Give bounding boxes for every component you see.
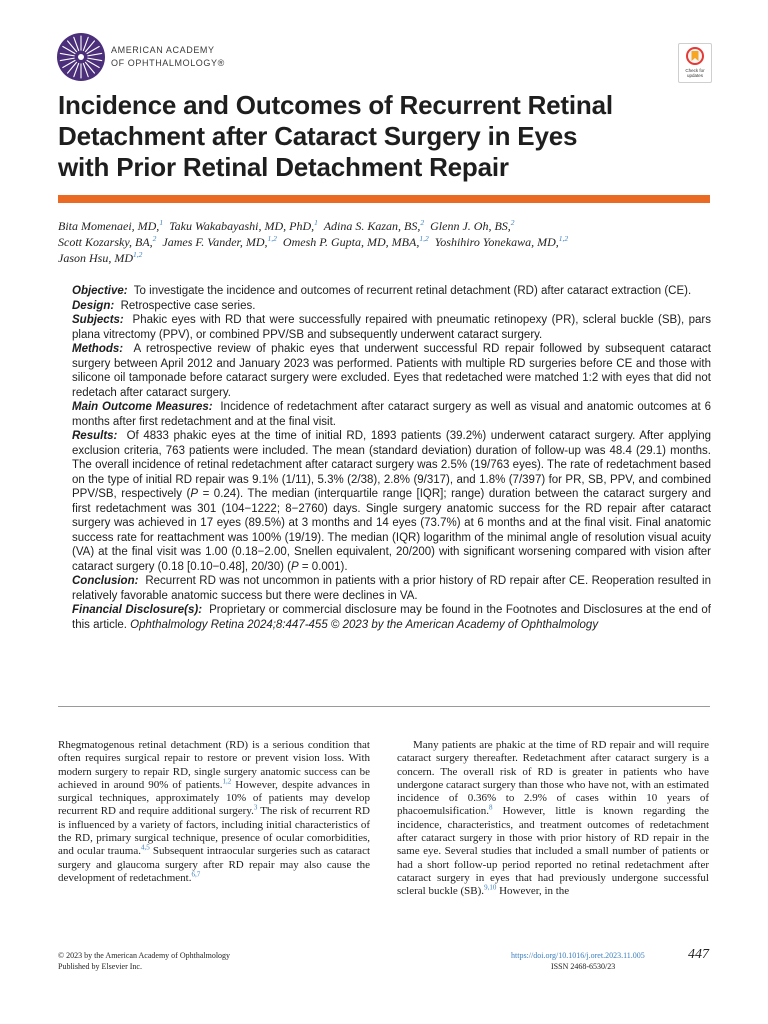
author-list	[58, 218, 718, 266]
reference-link[interactable]: 1,2	[222, 777, 232, 786]
author-name: James F. Vander, MD,	[162, 235, 268, 249]
footer-copyright-block	[58, 950, 230, 972]
abstract-subjects	[72, 313, 711, 342]
affiliation-ref[interactable]: 1	[314, 218, 318, 227]
author-name: Omesh P. Gupta, MD, MBA,	[282, 235, 420, 249]
page-number: 447	[688, 947, 709, 962]
affiliation-ref[interactable]: 1,2	[558, 234, 569, 243]
doi-link[interactable]: https://doi.org/10.1016/j.oret.2023.11.005	[511, 951, 645, 960]
body-column-right	[397, 739, 709, 899]
abstract-label: Main Outcome Measures:	[72, 401, 213, 413]
p-value-symbol: P	[190, 488, 199, 500]
abstract-text: A retrospective review of phakic eyes that underwent successful RD repair followed by subsequent cataract surgery between April 2012 and January 2023 was performed. Patients with multiple RD surgeries before CE and those with silicone oil tamponade before cataract surgery were excluded. Eyes that redetached were matched 1:2 with eyes that did not redetach after cataract surgery.	[72, 343, 711, 399]
abstract-conclusion	[72, 574, 711, 603]
affiliation-ref[interactable]: 2	[152, 234, 157, 243]
abstract-disclosure	[72, 603, 711, 632]
publisher-text: Published by Elsevier Inc.	[58, 962, 142, 971]
abstract-design	[72, 299, 711, 314]
body-text: The risk of recurrent RD is influenced by a variety of factors, including initial characteristics of the RD, primary surgical technique, presence of ocular comorbidities, and ocular trauma.	[58, 805, 370, 858]
abstract-text: Recurrent RD was not uncommon in patients with a prior history of RD repair after CE. Reoperation resulted in relatively favorable anatomic success but there were declines in VA.	[72, 575, 711, 602]
abstract-methods	[72, 342, 711, 400]
author-name: Jason Hsu, MD	[58, 251, 133, 265]
reference-link[interactable]: 4,5	[140, 843, 150, 852]
affiliation-ref[interactable]: 2	[510, 218, 515, 227]
section-divider	[58, 706, 710, 707]
structured-abstract	[72, 284, 711, 632]
body-text: However, despite advances in surgical techniques, approximately 10% of patients may develop recurrent RD and require additional surgery.	[58, 778, 370, 818]
abstract-text: To investigate the incidence and outcomes of recurrent retinal detachment (RD) after cataract extraction (CE).	[133, 285, 692, 297]
abstract-objective	[72, 284, 711, 299]
abstract-measures	[72, 400, 711, 429]
author-name: Bita Momenaei, MD,	[58, 219, 160, 233]
p-value-symbol: P	[290, 560, 299, 573]
reference-link[interactable]: 6,7	[191, 870, 201, 879]
abstract-label: Subjects:	[72, 314, 124, 326]
reference-link[interactable]: 3	[253, 803, 258, 812]
body-paragraph	[397, 739, 709, 899]
abstract-text: = 0.24). The median (interquartile range [IQR]; range) duration between the cataract surgery and first redetachment was 301 (104−1222; 8−2760) days. Single surgery anatomic success for the RD repair after cataract surgery was achieved in 17 eyes (89.5%) at 3 months and 14 eyes (73.7%) at 6 months and at the final visit. Final anatomic success rate for reattachment was 100% (19/19). The median (IQR) logarithm of the minimal angle of resolution visual acuity (VA) at the final visit was 1.00 (0.18−2.00, Snellen equivalent, 20/200) with significant worsening compared with vision after cataract surgery (0.18 [0.10−0.48], 20/30) (	[72, 488, 711, 573]
author-name: Adina S. Kazan, BS,	[323, 219, 421, 233]
check-for-updates-label: Check for updates	[685, 68, 705, 78]
title-line: Detachment after Cataract Surgery in Eyes	[58, 121, 578, 151]
journal-citation: Ophthalmology Retina 2024;8:447-455 © 2023 by the American Academy of Ophthalmology	[130, 618, 599, 631]
abstract-label: Methods:	[72, 343, 124, 355]
author-line	[58, 250, 718, 266]
org-name-line2: OF OPHTHALMOLOGY®	[111, 58, 225, 68]
author-name: Taku Wakabayashi, MD, PhD,	[169, 219, 315, 233]
abstract-text: Proprietary or commercial disclosure may be found in the Footnotes and Disclosures at the end of this article.	[72, 604, 711, 631]
affiliation-ref[interactable]: 2	[420, 218, 425, 227]
abstract-text: Phakic eyes with RD that were successfully repaired with pneumatic retinopexy (PR), scleral buckle (SB), pars plana vitrectomy (PPV), or combined PPV/SB and subsequently underwent cataract surgery.	[72, 314, 711, 341]
title-accent-rule	[58, 195, 710, 203]
abstract-label: Objective:	[72, 285, 128, 297]
author-line	[58, 218, 718, 234]
bookmark-icon	[679, 44, 711, 68]
abstract-label: Design:	[72, 299, 115, 312]
body-text: However, little is known regarding the incidence, characteristics, and treatment outcomes of redetachment after cataract surgery in those with prior history of RD repair in the same eye. Several studies that included a small number of patients or had a short follow-up period reported no retinal redetachment after cataract surgery in eyes that had previously undergone successful scleral buckle (SB).	[397, 805, 709, 898]
abstract-text: Retrospective case series.	[120, 299, 256, 312]
abstract-label: Results:	[72, 430, 118, 442]
affiliation-ref[interactable]: 1,2	[419, 234, 429, 243]
org-name-line1: AMERICAN ACADEMY	[111, 45, 215, 55]
aao-logo	[56, 32, 106, 82]
abstract-text: Incidence of redetachment after cataract surgery as well as visual and anatomic outcomes at 6 months after first redetachment and at the final visit.	[72, 401, 711, 428]
abstract-text: Of 4833 phakic eyes at the time of initial RD, 1893 patients (39.2%) underwent cataract surgery. After applying exclusion criteria, 763 patients were included. The mean (standard deviation) duration of follow-up was 48.4 (29.1) months. The overall incidence of retinal redetachment after cataract surgery was 2.5% (19/763 eyes). The rate of redetachment based on the type of initial RD repair was 9.1% (1/11), 5.3% (2/38), 2.8% (9/317), and 1.8% (7/397) for PR, SB, PPV, and combined PPV/SB, respectively (	[72, 430, 711, 500]
author-line	[58, 234, 718, 250]
check-for-updates-badge[interactable]	[678, 43, 712, 83]
author-name: Glenn J. Oh, BS,	[430, 219, 511, 233]
body-text: However, in the	[496, 885, 570, 898]
article-title	[58, 90, 718, 183]
abstract-label: Financial Disclosure(s):	[72, 604, 203, 616]
copyright-text: © 2023 by the American Academy of Ophthalmology	[58, 951, 231, 960]
affiliation-ref[interactable]: 1,2	[267, 234, 277, 243]
author-name: Scott Kozarsky, BA,	[58, 235, 153, 249]
affiliation-ref[interactable]: 1	[159, 218, 164, 227]
title-line: with Prior Retinal Detachment Repair	[58, 152, 509, 182]
abstract-results	[72, 429, 711, 574]
body-paragraph	[58, 739, 370, 885]
reference-link[interactable]: 9,10	[484, 883, 497, 892]
author-name: Yoshihiro Yonekawa, MD,	[434, 235, 559, 249]
affiliation-ref[interactable]: 1,2	[133, 250, 143, 259]
reference-link[interactable]: 8	[488, 803, 493, 812]
body-column-left	[58, 739, 370, 885]
title-line: Incidence and Outcomes of Recurrent Retinal	[58, 90, 613, 120]
issn-text: ISSN 2468-6530/23	[551, 962, 616, 971]
abstract-text: = 0.001).	[298, 560, 348, 573]
body-text: Many patients are phakic at the time of RD repair and will require cataract surgery thereafter. Redetachment after cataract surgery is a concern. The overall risk of RD is greater in patients who have undergone cataract surgery than those who have not, with an estimated incidence of 0.36% to 2.9% of cases within 10 years of phacoemulsification.	[397, 739, 709, 818]
body-text: Rhegmatogenous retinal detachment (RD) is a serious condition that often requires surgical repair to restore or prevent vision loss. With modern surgery to repair RD, single surgery anatomic success can be achieved in around 90% of patients.	[58, 739, 370, 791]
body-text: Subsequent intraocular surgeries such as cataract surgery and glaucoma surgery after RD repair may also cause the development of redetachment.	[58, 845, 371, 884]
abstract-label: Conclusion:	[72, 575, 139, 587]
